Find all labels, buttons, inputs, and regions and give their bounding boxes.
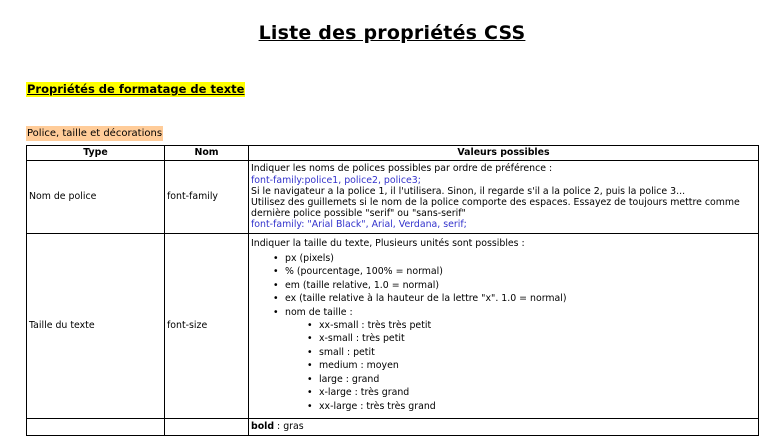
table-row [27,234,759,419]
cell-name: font-family [165,161,249,234]
code-example: font-family:police1, police2, police3; [251,174,421,186]
subsection-title: Police, taille et décorations [27,128,163,139]
cell-values [249,234,759,419]
values-text: Indiquer les noms de polices possibles par ordre de préférence : [251,163,553,175]
list-item: • x-small : très petit [307,333,756,344]
list-item: • em (taille relative, 1.0 = normal) [273,280,756,291]
cell-name [165,419,249,436]
list-item: • % (pourcentage, 100% = normal) [273,266,756,277]
list-item: • x-large : très grand [307,387,756,398]
header-type: Type [27,146,165,161]
list-item: • px (pixels) [273,253,756,264]
cell-values [249,161,759,234]
list-item: • large : grand [307,374,756,385]
list-item: • xx-small : très très petit [307,320,756,331]
cell-type [27,419,165,436]
list-item: • xx-large : très très grand [307,401,756,412]
header-values: Valeurs possibles [249,146,759,161]
code-example: font-family: "Arial Black", Arial, Verdana, serif; [251,219,467,231]
list-item [273,307,756,412]
list-item: • ex (taille relative à la hauteur de la lettre "x". 1.0 = normal) [273,293,756,304]
table-header-row [27,146,759,161]
units-list [251,253,756,412]
values-text: : gras [274,421,304,433]
values-text: Si le navigateur a la police 1, il l'utilisera. Sinon, il regarde s'il a la police 2, puis la police 3... [251,185,686,197]
properties-table [26,145,759,436]
values-text: Indiquer la taille du texte, Plusieurs unités sont possibles : [251,237,525,249]
list-item: • medium : moyen [307,360,756,371]
cell-name: font-size [165,234,249,419]
cell-type: Taille du texte [27,234,165,419]
page-title: Liste des propriétés CSS [258,22,526,44]
cell-values [249,419,759,436]
sizes-list [285,320,756,412]
list-item-label: nom de taille : [285,306,353,318]
table-row [27,161,759,234]
list-item: • small : petit [307,347,756,358]
values-text: Utilisez des guillemets si le nom de la police comporte des espaces. Essayez de toujours mettre comme dernière police possible "serif" ou "sans-serif" [251,197,740,220]
section-title: Propriétés de formatage de texte [27,82,245,96]
header-name: Nom [165,146,249,161]
table-row [27,419,759,436]
keyword: bold [251,421,275,433]
cell-type: Nom de police [27,161,165,234]
